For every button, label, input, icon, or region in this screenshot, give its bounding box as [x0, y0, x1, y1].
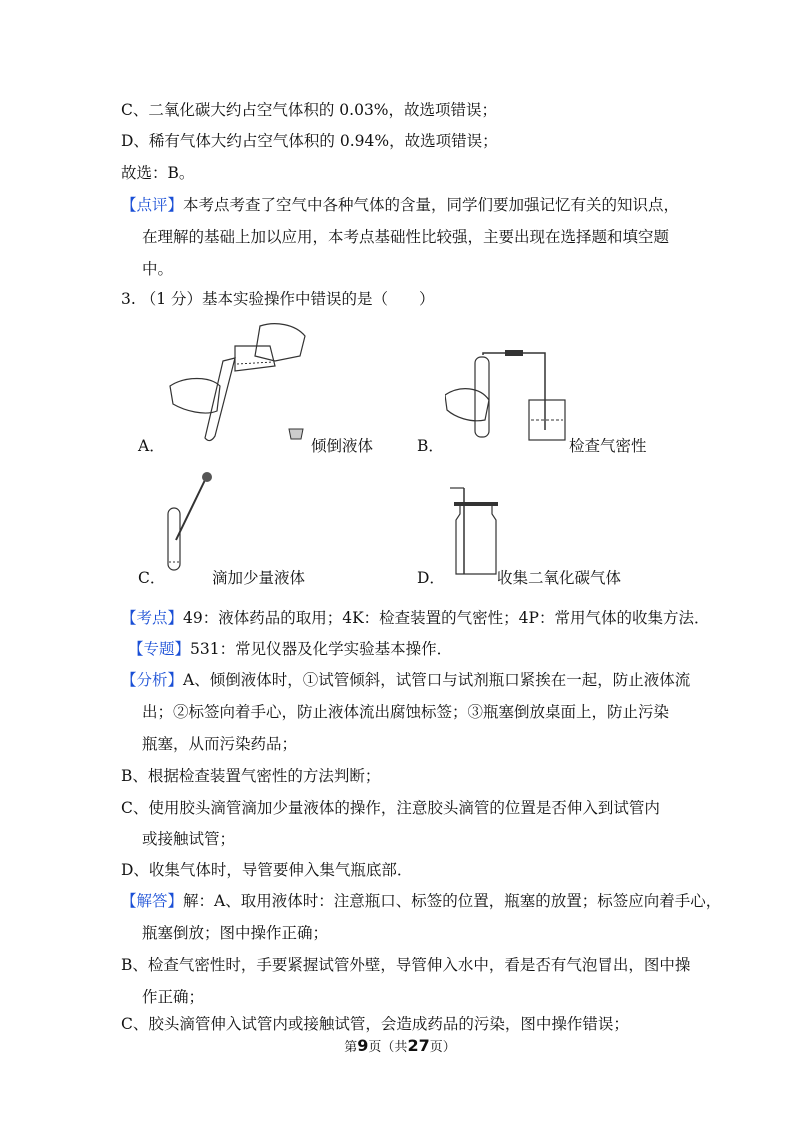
- fenxi-text-2: 出；②标签向着手心，防止液体流出腐蚀标签；③瓶塞倒放桌面上，防止污染: [142, 703, 670, 721]
- jieda-text-2: 瓶塞倒放；图中操作正确；: [142, 924, 329, 942]
- option-d-text: 收集二氧化碳气体: [497, 569, 622, 587]
- comment-text-1: 本考点考查了空气中各种气体的含量，同学们要加强记忆有关的知识点，: [183, 196, 680, 214]
- comment-paragraph: [121, 193, 679, 215]
- fenxi-text-1: A、倾倒液体时，①试管倾斜，试管口与试剂瓶口紧挨在一起，防止液体流: [183, 671, 691, 689]
- kaodian-text: 49：液体药品的取用；4K：检查装置的气密性；4P：常用气体的收集方法．: [183, 609, 710, 627]
- option-c-text: 滴加少量液体: [212, 569, 306, 587]
- fenxi-text-4: B、根据检查装置气密性的方法判断；: [121, 767, 381, 785]
- option-c-letter: C．: [138, 569, 166, 587]
- kaodian-paragraph: [121, 606, 709, 628]
- answer-line-d: D、稀有气体大约占空气体积的 0.94%，故选项错误；: [121, 132, 498, 150]
- fenxi-tag: 【分析】: [121, 671, 184, 689]
- fenxi-text-7: D、收集气体时，导管要伸入集气瓶底部．: [121, 861, 413, 879]
- jieda-text-3: B、检查气密性时，手要紧握试管外壁，导管伸入水中，看是否有气泡冒出，图中操: [121, 956, 691, 974]
- zhuanti-text: 531：常见仪器及化学实验基本操作．: [190, 640, 453, 658]
- fenxi-text-3: 瓶塞，从而污染药品；: [142, 735, 298, 753]
- answer-choice: 故选：B。: [121, 164, 195, 182]
- option-b-text: 检查气密性: [569, 437, 647, 455]
- footer-page: 9: [357, 1036, 369, 1055]
- kaodian-tag: 【考点】: [121, 609, 184, 627]
- comment-tag: 【点评】: [121, 196, 184, 214]
- dropper-figure: [160, 470, 220, 580]
- footer-post: 页）: [429, 1040, 456, 1055]
- footer-pre: 第: [344, 1040, 358, 1055]
- gas-collection-figure: [450, 484, 500, 579]
- fenxi-paragraph: [121, 668, 690, 690]
- stopper-icon: [286, 425, 306, 441]
- answer-line-c: C、二氧化碳大约占空气体积的 0.03%，故选项错误；: [121, 101, 498, 119]
- jieda-tag: 【解答】: [121, 892, 184, 910]
- option-a-text: 倾倒液体: [311, 437, 374, 455]
- footer-mid: 页（共: [368, 1040, 408, 1055]
- zhuanti-paragraph: [128, 637, 452, 659]
- fenxi-text-6: 或接触试管；: [142, 830, 236, 848]
- option-d-letter: D．: [417, 569, 445, 587]
- footer-total: 27: [407, 1036, 430, 1055]
- jieda-text-5: C、胶头滴管伸入试管内或接触试管，会造成药品的污染，图中操作错误；: [121, 1015, 629, 1033]
- jieda-text-4: 作正确；: [142, 988, 205, 1006]
- page-footer: [0, 1036, 800, 1055]
- option-a-letter: A．: [138, 437, 165, 455]
- comment-text-2: 在理解的基础上加以应用，本考点基础性比较强，主要出现在选择题和填空题: [142, 228, 670, 246]
- option-b-letter: B．: [417, 437, 444, 455]
- question-3-stem: 3. （1 分）基本实验操作中错误的是（ ）: [121, 290, 435, 308]
- jieda-paragraph: [121, 889, 721, 911]
- airtightness-figure: [445, 345, 570, 445]
- comment-text-3: 中。: [142, 260, 174, 278]
- zhuanti-tag: 【专题】: [128, 640, 191, 658]
- jieda-text-1: 解：A、取用液体时：注意瓶口、标签的位置，瓶塞的放置；标签应向着手心，: [183, 892, 722, 910]
- fenxi-text-5: C、使用胶头滴管滴加少量液体的操作，注意胶头滴管的位置是否伸入到试管内: [121, 799, 660, 817]
